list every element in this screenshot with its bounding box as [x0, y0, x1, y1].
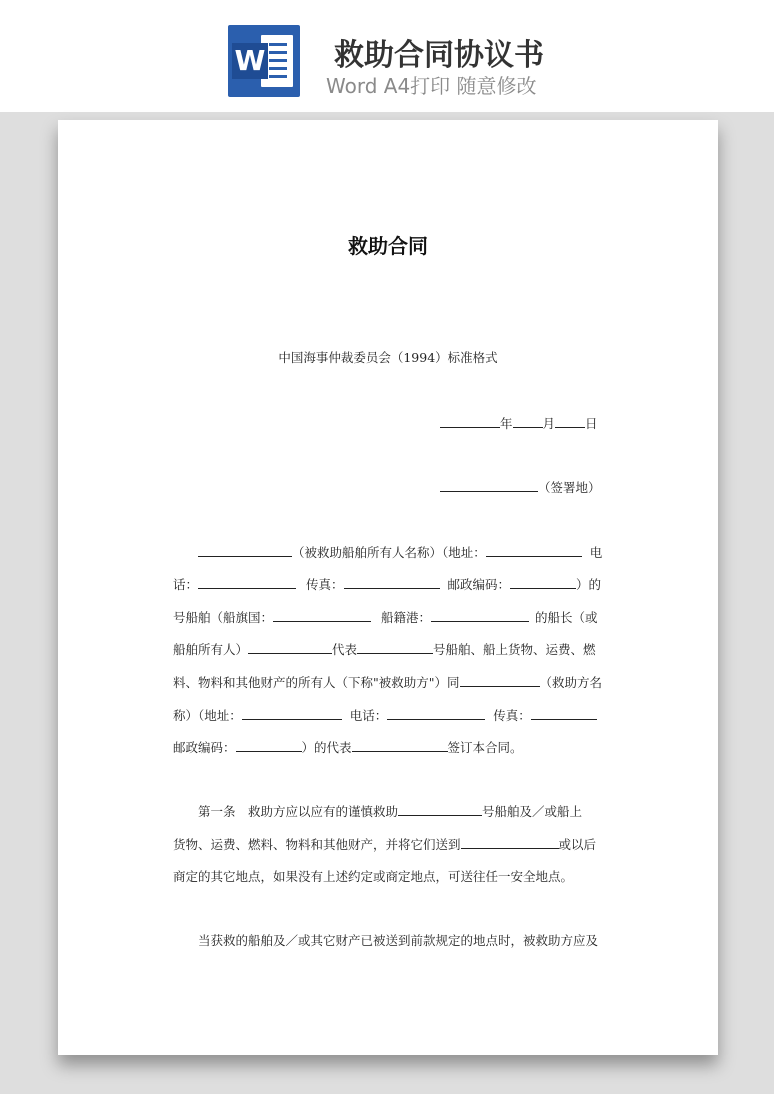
article1-text: 或以后 — [558, 837, 597, 852]
para1-text: （被救助船舶所有人名称）（地址： — [292, 545, 486, 560]
para1-text: 邮政编码： — [173, 740, 236, 755]
sign-place-line — [440, 478, 601, 496]
salvor-rep-blank[interactable] — [352, 740, 448, 752]
destination-blank[interactable] — [461, 837, 559, 849]
para1-text: 传真： — [493, 708, 531, 723]
para1-line5 — [173, 673, 602, 691]
article1-text: 第一条 救助方应以应有的谨慎救助 — [198, 804, 399, 819]
phone-blank[interactable] — [198, 577, 296, 589]
para1-text: 签订本合同。 — [447, 740, 523, 755]
para1-line7 — [173, 738, 523, 756]
para1-text: 代表 — [332, 642, 358, 657]
document-title: 救助合同 — [348, 234, 428, 258]
para1-text: 号船舶、船上货物、运费、燃 — [433, 642, 596, 657]
salvor-phone-blank[interactable] — [387, 708, 485, 720]
standard-format-note: 中国海事仲裁委员会（1994）标准格式 — [278, 350, 498, 365]
article1-line3: 商定的其它地点，如果没有上述约定或商定地点，可送往任一安全地点。 — [173, 869, 574, 884]
sign-place-label: （签署地） — [538, 480, 601, 495]
salvor-fax-blank[interactable] — [531, 708, 597, 720]
owner-name-blank[interactable] — [198, 545, 292, 557]
para1-text: 话： — [173, 577, 199, 592]
year-label: 年 — [500, 416, 513, 431]
para1-text: 电话： — [349, 708, 388, 723]
year-blank[interactable] — [440, 416, 500, 428]
postcode-blank[interactable] — [510, 577, 576, 589]
para1-text: 称）（地址： — [173, 708, 242, 723]
salvor-address-blank[interactable] — [242, 708, 342, 720]
para1-text: ）的 — [576, 577, 602, 592]
para1-text: （救助方名 — [539, 675, 603, 690]
captain-blank[interactable] — [248, 642, 332, 654]
sign-place-blank[interactable] — [440, 480, 538, 492]
para1-line6 — [173, 706, 597, 724]
para1-text: 传真： — [306, 577, 344, 592]
flag-state-blank[interactable] — [273, 610, 371, 622]
para1-text: 的船长（或 — [535, 610, 598, 625]
day-blank[interactable] — [555, 416, 585, 428]
fax-blank[interactable] — [344, 577, 440, 589]
para1-text: 船籍港： — [381, 610, 432, 625]
para1-line3 — [173, 608, 598, 626]
day-label: 日 — [585, 416, 598, 431]
salvor-postcode-blank[interactable] — [236, 740, 302, 752]
banner-header — [0, 0, 774, 112]
article1-para2-line1: 当获救的船舶及／或其它财产已被送到前款规定的地点时，被救助方应及 — [198, 933, 599, 948]
para1-text: ）的代表 — [301, 740, 352, 755]
month-label: 月 — [542, 416, 556, 431]
salvage-vessel-blank[interactable] — [398, 804, 482, 816]
month-blank[interactable] — [513, 416, 543, 428]
para1-text: 号船舶（船旗国： — [173, 610, 274, 625]
para1-line1 — [198, 543, 602, 561]
word-letter: W — [232, 43, 268, 79]
para1-line2 — [173, 575, 601, 593]
article1-text: 号船舶及／或船上 — [482, 804, 583, 819]
article1-line1 — [198, 802, 582, 820]
banner-title: 救助合同协议书 — [334, 38, 544, 73]
salvor-name-blank[interactable] — [460, 675, 540, 687]
article1-line2 — [173, 835, 596, 853]
address-blank[interactable] — [486, 545, 582, 557]
article1-text: 货物、运费、燃料、物料和其他财产，并将它们送到 — [173, 837, 461, 852]
vessel-blank[interactable] — [357, 642, 433, 654]
word-icon — [228, 25, 300, 97]
para1-text: 邮政编码： — [447, 577, 511, 592]
banner-subtitle: Word A4打印 随意修改 — [326, 74, 537, 98]
document-page — [58, 120, 718, 1055]
date-line — [440, 414, 598, 432]
para1-text: 料、物料和其他财产的所有人（下称"被救助方"）同 — [173, 675, 460, 690]
para1-text: 电 — [589, 545, 603, 560]
port-registry-blank[interactable] — [431, 610, 529, 622]
para1-line4 — [173, 640, 596, 658]
para1-text: 船舶所有人） — [173, 642, 249, 657]
